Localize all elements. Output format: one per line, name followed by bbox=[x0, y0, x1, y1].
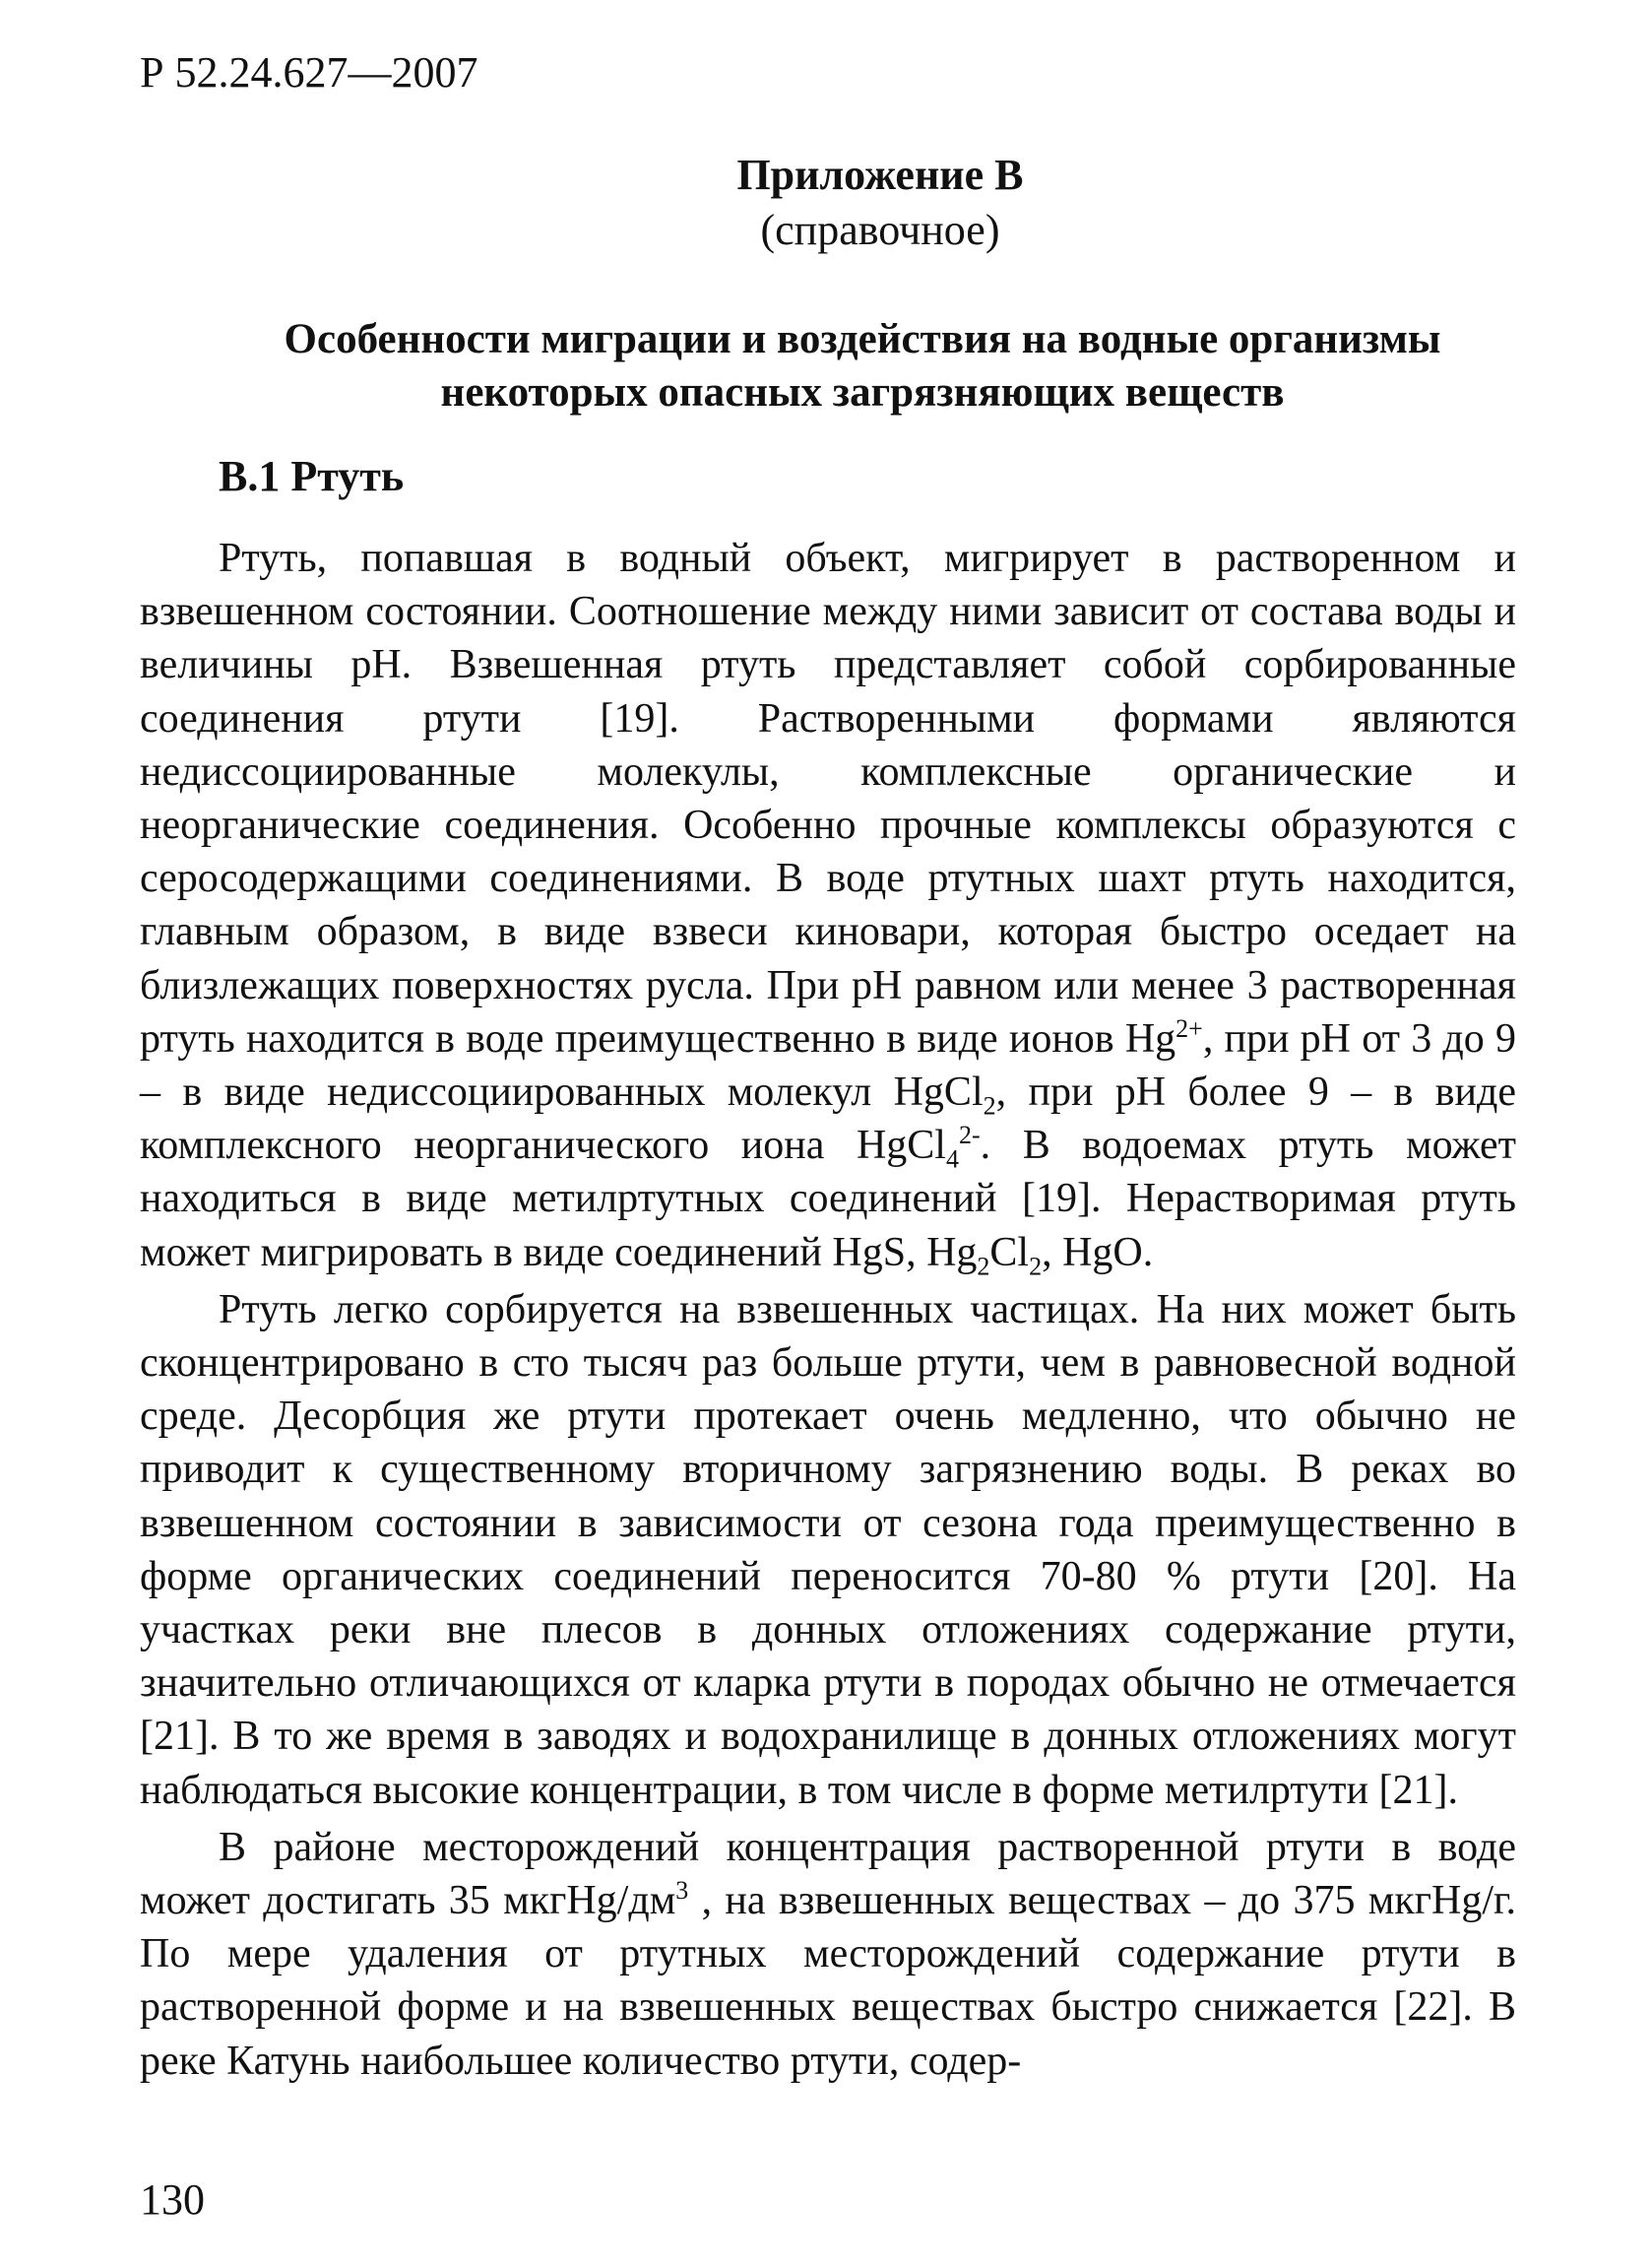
paragraph-1-text-b: , при pH от 3 до 9 – в виде недиссоциированных молекул HgCl bbox=[140, 1015, 1516, 1116]
body-text bbox=[140, 532, 1516, 2092]
appendix-title: Приложение В bbox=[736, 151, 1024, 199]
paragraph-1-text-d: . В водоемах ртуть может находиться в виде метилртутных соединений [19]. Нерастворимая ртуть может мигрировать в виде соединений HgS, Hg bbox=[140, 1123, 1516, 1275]
paragraph-3-text-a: В районе месторождений концентрация растворенной ртути в воде может достигать 35 мкгHg/дм bbox=[140, 1824, 1516, 1924]
subscript: 4 bbox=[945, 1144, 959, 1174]
superscript: 3 bbox=[675, 1876, 689, 1906]
appendix-note: (справочное) bbox=[760, 206, 1000, 254]
paragraph-1-text-e: Cl bbox=[989, 1229, 1030, 1275]
paragraph-3 bbox=[140, 1821, 1516, 2088]
subscript: 2 bbox=[1029, 1252, 1043, 1281]
paragraph-1 bbox=[140, 532, 1516, 1279]
main-title-line-1: Особенности миграции и воздействия на водные организмы bbox=[284, 316, 1441, 362]
subscript: 2 bbox=[983, 1091, 996, 1121]
document-code: Р 52.24.627—2007 bbox=[140, 48, 478, 97]
subscript: 2 bbox=[977, 1252, 990, 1281]
paragraph-2: Ртуть легко сорбируется на взвешенных частицах. На них может быть сконцентрировано в сто тысяч раз больше ртути, чем в равновесной водной среде. Десорбция же ртути протекает очень медленно, что обычно не приводит к существенному вторичному загрязнению воды. В реках во взвешенном состоянии в зависимости от сезона года преимущественно в форме органических соединений переносится 70-80 % ртути [20]. На участках реки вне плесов в донных отложениях содержание ртути, значительно отличающихся от кларка ртути в породах обычно не отмечается [21]. В то же время в заводях и водохранилище в донных отложениях могут наблюдаться высокие концентрации, в том числе в форме метилртути [21]. bbox=[140, 1286, 1516, 1813]
paragraph-1-text-a: Ртуть, попавшая в водный объект, мигрирует в растворенном и взвешенном состоянии. Соотношение между ними зависит от состава воды и величины pH. Взвешенная ртуть представляет собой сорбированные соединения ртути [19]. Растворенными формами являются недиссоциированные молекулы, комплексные органические и неорганические соединения. Особенно прочные комплексы образуются с серосодержащими соединениями. В воде ртутных шахт ртуть находится, главным образом, в виде взвеси киновари, которая быстро оседает на близлежащих поверхностях русла. При pH равном или менее 3 растворенная ртуть находится в воде преимущественно в виде ионов Hg bbox=[140, 536, 1516, 1062]
main-title bbox=[177, 313, 1548, 420]
superscript: 2+ bbox=[1175, 1013, 1203, 1043]
paragraph-3-text-b: , на взвешенных веществах – до 375 мкгHg/г. По мере удаления от ртутных месторождений содержание ртути в растворенной форме и на взвешенных веществах быстро снижается [22]. В реке Катунь наибольшее количество ртути, содер- bbox=[140, 1878, 1517, 2084]
superscript: 2- bbox=[958, 1121, 981, 1150]
paragraph-1-text-f: , HgO. bbox=[1042, 1229, 1154, 1275]
section-heading: В.1 Ртуть bbox=[219, 452, 405, 500]
paragraph-1-text-c: , при pH более 9 – в виде комплексного неорганического иона HgCl bbox=[140, 1069, 1516, 1169]
page-number: 130 bbox=[140, 2175, 205, 2224]
main-title-line-2: некоторых опасных загрязняющих веществ bbox=[440, 369, 1285, 416]
